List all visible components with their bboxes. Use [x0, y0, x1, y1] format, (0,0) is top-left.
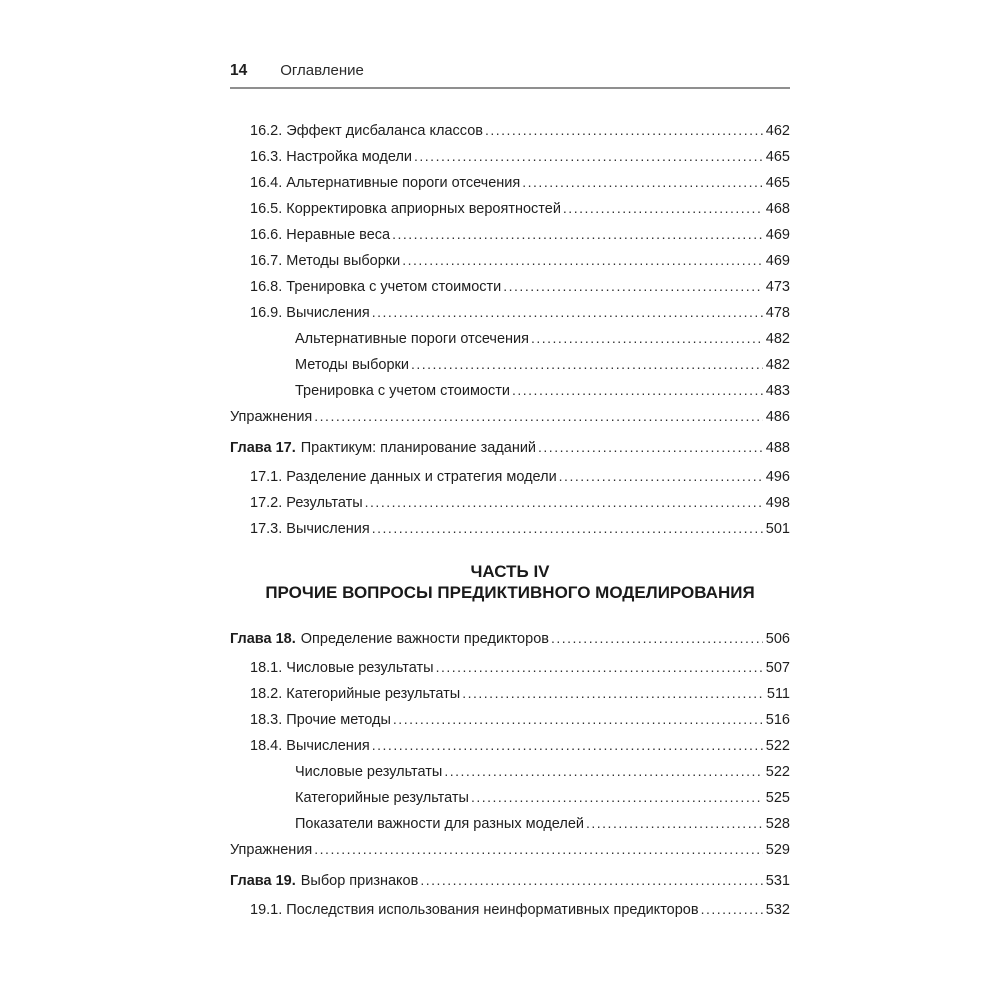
dot-leader: [462, 680, 764, 707]
entry-page-number: 528: [765, 816, 790, 832]
entry-page-number: 506: [765, 631, 790, 647]
dot-leader: [522, 169, 763, 196]
entry-page-number: 522: [765, 764, 790, 780]
dot-leader: [436, 654, 763, 681]
entry-page-number: 522: [765, 738, 790, 754]
entry-label: Практикум: планирование заданий: [300, 440, 537, 456]
toc-entry: [230, 680, 790, 706]
toc-entry: [230, 273, 790, 299]
entry-title: 16.7. Методы выборки: [250, 253, 401, 269]
dot-leader: [563, 195, 763, 222]
entry-page-number: 498: [765, 495, 790, 511]
entry-page-number: 473: [765, 279, 790, 295]
dot-leader: [503, 273, 763, 300]
entry-label: Выбор признаков: [300, 873, 419, 889]
entry-page-number: 482: [765, 357, 790, 373]
entry-page-number: 483: [765, 383, 790, 399]
part-heading: [230, 561, 790, 603]
entry-title: Методы выборки: [295, 357, 409, 373]
entry-title: [230, 868, 418, 894]
entry-page-number: 486: [765, 409, 790, 425]
entry-page-number: 462: [765, 123, 790, 139]
entry-title: Числовые результаты: [295, 764, 443, 780]
toc-entry: [230, 489, 790, 515]
entry-title: Показатели важности для разных моделей: [295, 816, 584, 832]
dot-leader: [551, 625, 763, 652]
toc-entry: [230, 377, 790, 403]
toc-entry: [230, 867, 790, 893]
toc-entry: [230, 836, 790, 862]
entry-page-number: 482: [765, 331, 790, 347]
toc-entry: [230, 221, 790, 247]
entry-page-number: 511: [766, 686, 790, 702]
toc-entry: [230, 117, 790, 143]
dot-leader: [512, 377, 763, 404]
entry-title: 18.1. Числовые результаты: [250, 660, 434, 676]
entry-page-number: 478: [765, 305, 790, 321]
dot-leader: [365, 489, 763, 516]
entry-page-number: 488: [765, 440, 790, 456]
dot-leader: [392, 221, 763, 248]
dot-leader: [701, 896, 763, 923]
dot-leader: [586, 810, 763, 837]
dot-leader: [538, 434, 763, 461]
entry-title: Альтернативные пороги отсечения: [295, 331, 529, 347]
chapter-number: Глава 19.: [230, 873, 296, 889]
entry-title: 16.4. Альтернативные пороги отсечения: [250, 175, 521, 191]
toc-entry: [230, 169, 790, 195]
entry-title: 16.6. Неравные веса: [250, 227, 391, 243]
entry-page-number: 507: [765, 660, 790, 676]
entry-title: Упражнения: [230, 842, 313, 858]
entry-title: [230, 626, 549, 652]
entry-page-number: 531: [765, 873, 790, 889]
page-number: 14: [230, 62, 248, 79]
entry-title: 17.1. Разделение данных и стратегия модели: [250, 469, 557, 485]
dot-leader: [393, 706, 763, 733]
part-heading-line1: ЧАСТЬ IV: [470, 562, 550, 581]
entry-page-number: 532: [765, 902, 790, 918]
dot-leader: [402, 247, 763, 274]
book-page: [230, 62, 790, 922]
toc-entry: [230, 625, 790, 651]
entry-title: Упражнения: [230, 409, 313, 425]
entry-title: Тренировка с учетом стоимости: [295, 383, 510, 399]
toc-entry: [230, 351, 790, 377]
entry-page-number: 468: [765, 201, 790, 217]
entry-label: Определение важности предикторов: [300, 631, 549, 647]
entry-page-number: 516: [765, 712, 790, 728]
entry-page-number: 525: [765, 790, 790, 806]
toc-entry: [230, 706, 790, 732]
dot-leader: [314, 836, 763, 863]
entry-title: 16.2. Эффект дисбаланса классов: [250, 123, 483, 139]
entry-page-number: 465: [765, 175, 790, 191]
toc-entry: [230, 299, 790, 325]
dot-leader: [411, 351, 763, 378]
entry-page-number: 469: [765, 227, 790, 243]
toc-entry: [230, 403, 790, 429]
dot-leader: [485, 117, 763, 144]
dot-leader: [414, 143, 763, 170]
entry-page-number: 529: [765, 842, 790, 858]
toc-entry: [230, 195, 790, 221]
dot-leader: [372, 515, 763, 542]
toc-entry: [230, 247, 790, 273]
entry-title: 19.1. Последствия использования неинформативных предикторов: [250, 902, 699, 918]
entry-title: 18.2. Категорийные результаты: [250, 686, 461, 702]
dot-leader: [471, 784, 763, 811]
entry-title: 16.5. Корректировка априорных вероятностей: [250, 201, 561, 217]
toc-entry: [230, 896, 790, 922]
entry-page-number: 465: [765, 149, 790, 165]
entry-title: 17.2. Результаты: [250, 495, 363, 511]
dot-leader: [420, 867, 762, 894]
chapter-number: Глава 18.: [230, 631, 296, 647]
table-of-contents: [230, 117, 790, 922]
toc-entry: [230, 434, 790, 460]
chapter-number: Глава 17.: [230, 440, 296, 456]
dot-leader: [444, 758, 762, 785]
toc-entry: [230, 515, 790, 541]
entry-title: 17.3. Вычисления: [250, 521, 370, 537]
entry-title: Категорийные результаты: [295, 790, 469, 806]
toc-entry: [230, 143, 790, 169]
entry-title: 16.8. Тренировка с учетом стоимости: [250, 279, 502, 295]
entry-title: 18.4. Вычисления: [250, 738, 370, 754]
running-header: [230, 62, 790, 89]
part-heading-line2: ПРОЧИЕ ВОПРОСЫ ПРЕДИКТИВНОГО МОДЕЛИРОВАНИЯ: [265, 583, 755, 602]
entry-title: 16.3. Настройка модели: [250, 149, 413, 165]
entry-page-number: 501: [765, 521, 790, 537]
dot-leader: [559, 463, 763, 490]
toc-entry: [230, 810, 790, 836]
dot-leader: [372, 732, 763, 759]
entry-page-number: 469: [765, 253, 790, 269]
entry-title: 18.3. Прочие методы: [250, 712, 391, 728]
toc-entry: [230, 784, 790, 810]
entry-page-number: 496: [765, 469, 790, 485]
dot-leader: [314, 403, 763, 430]
toc-entry: [230, 758, 790, 784]
toc-entry: [230, 325, 790, 351]
dot-leader: [372, 299, 763, 326]
toc-entry: [230, 654, 790, 680]
dot-leader: [531, 325, 763, 352]
running-title: Оглавление: [280, 62, 364, 79]
toc-entry: [230, 463, 790, 489]
entry-title: 16.9. Вычисления: [250, 305, 370, 321]
entry-title: [230, 435, 536, 461]
toc-entry: [230, 732, 790, 758]
